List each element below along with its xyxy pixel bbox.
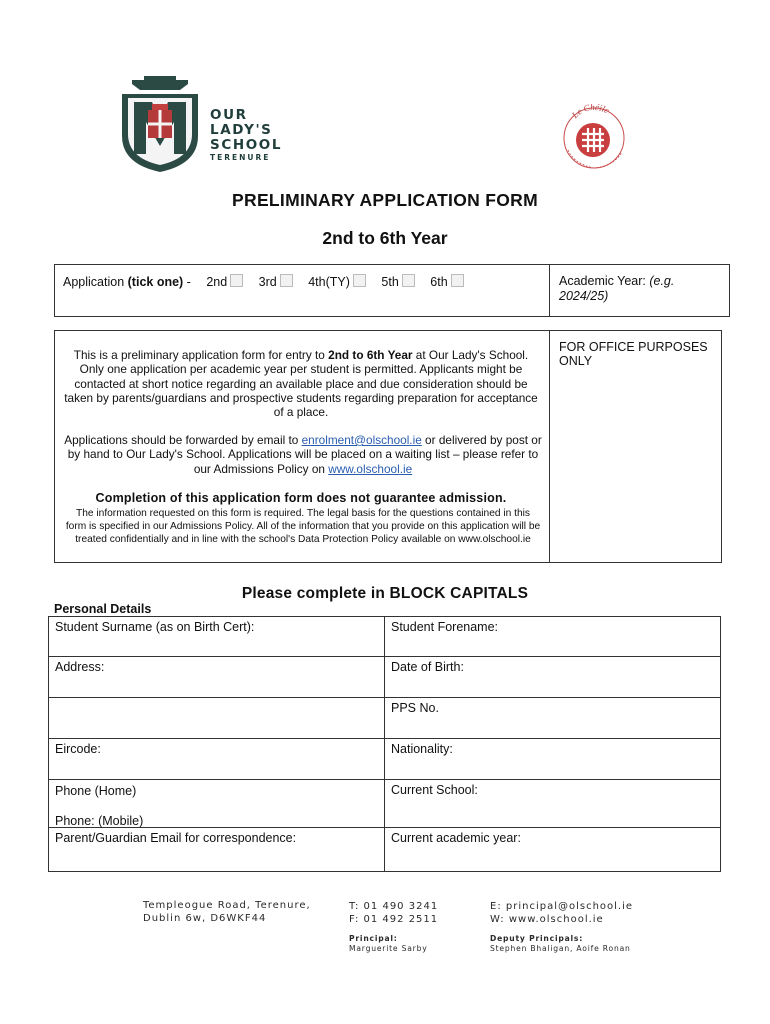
intro-paragraph: This is a preliminary application form for entry to 2nd to 6th Year at Our Lady's School. Only one application per academic year per student is permitted. Applicants might be contacted at short notice regarding an available place and due consideration should be taken by parents/guardians and prospective students regarding preparation for acceptance of a place. — [64, 348, 538, 420]
checkbox-3rd[interactable] — [280, 274, 293, 287]
data-protection-notice: The information requested on this form is required. The legal basis for the questions contained in this form is specified in our Admissions Policy. All of the information that you provide on this application will be treated confidentially and in line with the school's Data Protection Policy available on www.olschool.ie — [65, 508, 541, 546]
phone-mobile-label: Phone: (Mobile) — [55, 814, 144, 828]
checkbox-2nd[interactable] — [230, 274, 243, 287]
phone-field[interactable] — [48, 780, 385, 827]
deputy-names: Stephen Bhaligan, Aoife Ronan — [490, 944, 631, 953]
address-field[interactable] — [48, 657, 385, 697]
address-line2-field[interactable] — [48, 698, 385, 738]
pps-field[interactable] — [385, 698, 721, 738]
footer-email: E: principal@olschool.ie — [490, 901, 634, 912]
current-year-field[interactable] — [385, 828, 721, 871]
nationality-label: Nationality: — [391, 742, 453, 756]
option-5th-label: 5th — [381, 275, 399, 289]
footer-deputies — [490, 934, 631, 954]
info-box — [54, 330, 722, 563]
admission-notice: Completion of this application form does not guarantee admission. — [95, 491, 507, 505]
dob-label: Date of Birth: — [391, 660, 464, 674]
footer-contact — [490, 900, 633, 926]
current-school-field[interactable] — [385, 780, 721, 827]
address-label: Address: — [55, 660, 105, 674]
school-crest-logo — [118, 76, 202, 172]
option-6th-label: 6th — [430, 275, 448, 289]
school-name-line3: SCHOOL — [210, 137, 283, 153]
forename-label: Student Forename: — [391, 620, 499, 634]
enrolment-email-link[interactable]: enrolment@olschool.ie — [301, 433, 422, 447]
school-name-line2: LADY'S — [210, 122, 273, 138]
phone-home-label: Phone (Home) — [55, 784, 137, 798]
school-name-line1: OUR — [210, 107, 248, 123]
checkbox-5th[interactable] — [402, 274, 415, 287]
principal-label: Principal: — [349, 934, 398, 943]
footer-tel: T: 01 490 3241 — [349, 901, 439, 912]
office-use-label: FOR OFFICE PURPOSES ONLY — [559, 340, 708, 368]
surname-label: Student Surname (as on Birth Cert): — [55, 620, 255, 634]
option-4th-label: 4th(TY) — [308, 275, 350, 289]
footer-fax: F: 01 492 2511 — [349, 914, 439, 925]
academic-year-example: (e.g. 2024/25) — [559, 274, 675, 303]
submission-paragraph: Applications should be forwarded by email to enrolment@olschool.ie or delivered by post or by hand to Our Lady's School. Applications will be placed on a waiting list – please refer to our Admissions Policy on www.olschool.ie — [64, 433, 542, 476]
option-4th[interactable] — [308, 275, 366, 289]
eircode-field[interactable] — [48, 739, 385, 779]
current-school-label: Current School: — [391, 783, 478, 797]
option-3rd[interactable] — [259, 275, 293, 289]
forename-field[interactable] — [385, 617, 721, 656]
personal-details-heading: Personal Details — [54, 602, 152, 616]
eircode-label: Eircode: — [55, 742, 101, 756]
principal-name: Marguerite Sarby — [349, 944, 428, 953]
footer-web: W: www.olschool.ie — [490, 914, 604, 925]
school-location: TERENURE — [210, 153, 271, 162]
footer-address-line1: Templeogue Road, Terenure, — [143, 900, 311, 911]
block-capitals-heading: Please complete in BLOCK CAPITALS — [241, 585, 529, 602]
school-name — [210, 108, 282, 153]
option-2nd[interactable] — [206, 275, 243, 289]
svg-text:Le Chéile: Le Chéile — [569, 104, 611, 121]
form-title: PRELIMINARY APPLICATION FORM — [232, 190, 538, 210]
personal-details-table — [48, 616, 721, 872]
footer-principal — [349, 934, 428, 954]
pps-label: PPS No. — [391, 701, 439, 715]
footer-phone — [349, 900, 438, 926]
le-cheile-seal-logo — [560, 104, 628, 170]
dash-separator: - — [183, 275, 195, 289]
dob-field[interactable] — [385, 657, 721, 697]
checkbox-4th[interactable] — [353, 274, 366, 287]
nationality-field[interactable] — [385, 739, 721, 779]
guardian-email-field[interactable] — [48, 828, 385, 871]
application-year-box — [54, 264, 730, 317]
academic-year-field[interactable] — [559, 274, 719, 304]
website-link[interactable]: www.olschool.ie — [328, 461, 413, 476]
footer-address — [143, 899, 311, 925]
current-year-label: Current academic year: — [391, 831, 521, 845]
option-2nd-label: 2nd — [206, 275, 228, 289]
application-label: Application — [63, 275, 125, 289]
option-5th[interactable] — [381, 275, 414, 289]
deputy-label: Deputy Principals: — [490, 934, 584, 943]
option-3rd-label: 3rd — [258, 275, 277, 289]
guardian-email-label: Parent/Guardian Email for correspondence: — [55, 831, 297, 845]
checkbox-6th[interactable] — [451, 274, 464, 287]
academic-year-label: Academic Year: — [559, 274, 646, 288]
form-subtitle: 2nd to 6th Year — [322, 228, 448, 248]
application-options — [63, 274, 464, 289]
divider — [549, 265, 550, 316]
option-6th[interactable] — [430, 275, 463, 289]
footer-address-line2: Dublin 6w, D6WKF44 — [143, 913, 267, 924]
tick-one-label: (tick one) — [127, 275, 184, 289]
divider — [549, 331, 550, 562]
surname-field[interactable] — [48, 617, 385, 656]
